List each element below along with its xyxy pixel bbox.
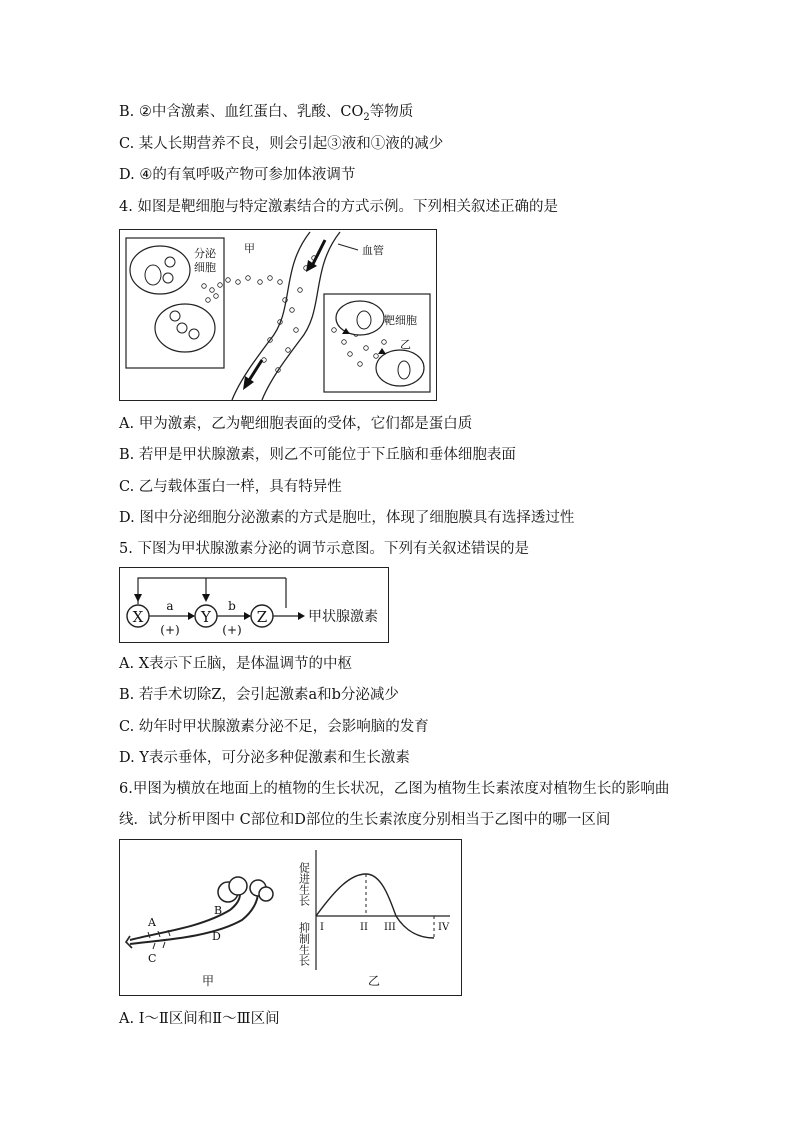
plus-2: (+) [222,623,242,637]
q4-option-a: A. 甲为激素，乙为靶细胞表面的受体，它们都是蛋白质 [119,416,473,432]
arrowhead-z-out [298,612,305,620]
q6-figure-svg [120,840,461,995]
label-target-cell: 靶细胞 [384,314,417,327]
q3-option-b-text: B. ②中含激素、血红蛋白、乳酸、CO [119,104,364,120]
plus-1: (+) [160,623,180,637]
q6-figure [119,839,462,996]
tick-iii: III [384,922,396,933]
q4-option-d: D. 图中分泌细胞分泌激素的方式是胞吐，体现了细胞膜具有选择透过性 [119,510,575,526]
flow-arrow-bottom [248,360,262,382]
label-secretory: 分泌 [194,247,216,260]
output-label: 甲状腺激素 [308,609,378,625]
q5-stem: 5. 下图为甲状腺激素分泌的调节示意图。下列有关叙述错误的是 [119,541,529,557]
q3-option-c: C. 某人长期营养不良，则会引起③液和①液的减少 [119,136,444,152]
feedback-arrowhead-y [202,594,210,602]
tick-i: I [320,922,324,933]
arrowhead-x-y [188,612,195,620]
label-vessel: 血管 [362,244,384,257]
node-x-label: X [132,608,144,626]
edge-b-label: b [228,599,236,613]
q5-figure-svg [120,568,388,642]
target-cell-2 [376,350,424,386]
target-cell-1 [336,301,384,335]
vessel-leader-line [338,244,358,250]
root-tip [126,936,132,948]
q5-option-a: A. X表示下丘脑，是体温调节的中枢 [119,656,353,672]
q3-option-b [119,103,413,127]
q4-figure [119,229,437,401]
q6-stem-line1: 6.甲图为横放在地面上的植物的生长状况，乙图为植物生长素浓度对植物生长的影响曲 [119,781,670,797]
q5-option-b: B. 若手术切除Z，会引起激素a和b分泌减少 [119,687,399,703]
receptor-2 [378,348,386,354]
vessel-wall-left [232,232,310,400]
label-secretory-cell: 细胞 [194,261,216,274]
flow-arrow-top [312,240,325,266]
flow-arrowhead-bottom [243,376,254,390]
q5-option-c: C. 幼年时甲状腺激素分泌不足，会影响脑的发育 [119,719,429,735]
arrowhead-y-z [244,612,251,620]
q4-option-c: C. 乙与载体蛋白一样，具有特异性 [119,479,342,495]
caption-yi: 乙 [368,974,381,988]
q3-option-b-suffix: 等物质 [369,104,414,120]
q4-figure-svg [120,230,436,400]
auxin-curve [316,874,434,938]
q3-option-d: D. ④的有氧呼吸产物可参加体液调节 [119,167,356,183]
q5-figure [119,567,389,643]
tick-ii: II [360,922,368,933]
caption-jia: 甲 [202,974,215,988]
feedback-arrowhead-x [134,594,142,602]
node-z-label: Z [256,608,268,626]
vessel-wall-right [262,232,340,400]
label-yi: 乙 [400,338,411,351]
secretory-cell-2 [155,304,215,352]
q5-option-d: D. Y表示垂体，可分泌多种促激素和生长激素 [119,750,410,766]
label-a: A [148,916,156,929]
node-y-label: Y [201,608,211,626]
label-jia: 甲 [244,242,255,255]
q4-option-b: B. 若甲是甲状腺激素，则乙不可能位于下丘脑和垂体细胞表面 [119,447,516,463]
q3-option-b-subscript: 2 [363,111,370,123]
label-c: C [148,952,157,965]
label-d: D [212,930,221,943]
leaf-cluster-4 [259,887,273,901]
edge-a-label: a [166,599,174,613]
feedback-line [138,578,286,604]
leaf-cluster-2 [229,877,247,895]
q4-stem: 4. 如图是靶细胞与特定激素结合的方式示例。下列相关叙述正确的是 [119,199,558,215]
q6-stem-line2: 线．试分析甲图中 C部位和D部位的生长素浓度分别相当于乙图中的哪一区间 [119,812,611,828]
label-b: B [214,904,223,917]
axis-promote: 促进生长 [297,862,311,906]
axis-inhibit: 抑制生长 [297,922,311,966]
tick-iv: IV [438,922,450,933]
q6-option-a: A. Ⅰ～Ⅱ区间和Ⅱ～Ⅲ区间 [119,1011,280,1027]
